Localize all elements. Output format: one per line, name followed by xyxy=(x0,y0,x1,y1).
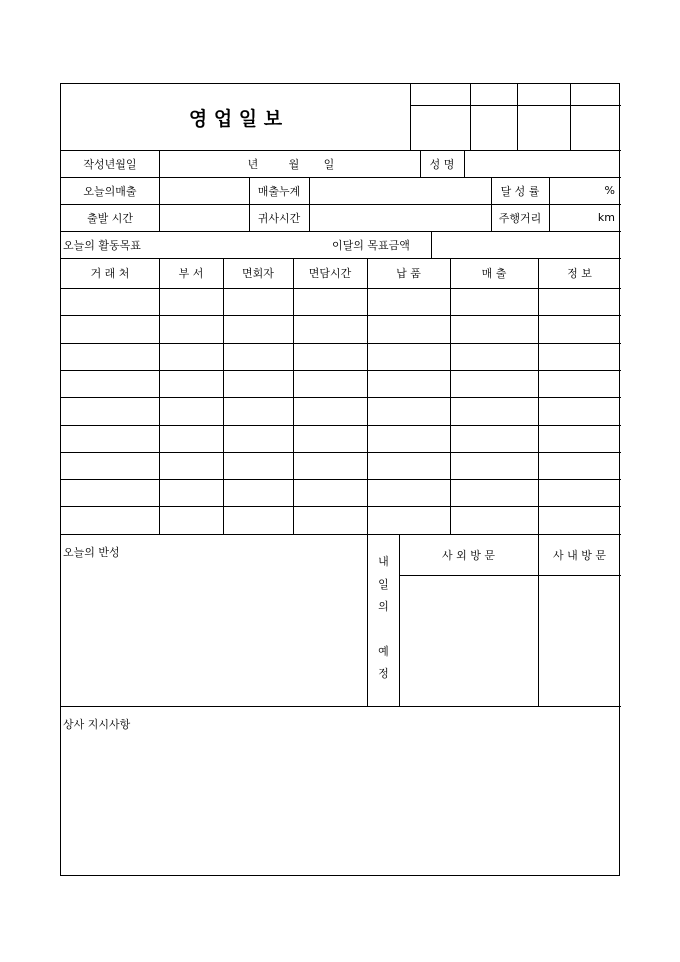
today-sales-label: 오늘의매출 xyxy=(83,184,137,198)
table-cell-interviewee[interactable] xyxy=(223,343,293,370)
table-cell-sales[interactable] xyxy=(450,425,538,452)
departure-time-field[interactable] xyxy=(160,204,249,231)
table-cell-department[interactable] xyxy=(159,315,223,342)
col-header-interviewee: 면회자 xyxy=(242,267,274,280)
table-cell-delivery[interactable] xyxy=(367,370,450,397)
percent-unit: % xyxy=(604,184,615,197)
cumulative-sales-field[interactable] xyxy=(310,177,491,204)
table-cell-department[interactable] xyxy=(159,397,223,424)
achievement-rate-label: 달 성 률 xyxy=(500,184,540,198)
table-cell-delivery[interactable] xyxy=(367,315,450,342)
inside-visit-label: 사 내 방 문 xyxy=(553,548,606,562)
table-cell-meeting-time[interactable] xyxy=(293,452,367,479)
table-cell-client[interactable] xyxy=(61,479,159,506)
table-cell-delivery[interactable] xyxy=(367,425,450,452)
outside-visit-label: 사 외 방 문 xyxy=(442,548,495,562)
cumulative-sales-label: 매출누계 xyxy=(257,184,301,198)
table-cell-sales[interactable] xyxy=(450,452,538,479)
table-cell-meeting-time[interactable] xyxy=(293,425,367,452)
table-cell-interviewee[interactable] xyxy=(223,288,293,315)
table-cell-client[interactable] xyxy=(61,425,159,452)
year-label: 년 xyxy=(247,157,259,171)
table-cell-meeting-time[interactable] xyxy=(293,506,367,533)
col-header-client: 거 래 처 xyxy=(90,267,130,280)
table-cell-interviewee[interactable] xyxy=(223,425,293,452)
table-cell-info[interactable] xyxy=(538,288,621,315)
table-cell-department[interactable] xyxy=(159,479,223,506)
table-cell-client[interactable] xyxy=(61,315,159,342)
date-label: 작성년월일 xyxy=(83,157,137,171)
table-cell-meeting-time[interactable] xyxy=(293,370,367,397)
tomorrow-char-1: 내 xyxy=(378,555,389,568)
table-cell-sales[interactable] xyxy=(450,479,538,506)
table-cell-department[interactable] xyxy=(159,425,223,452)
tomorrow-char-6: 정 xyxy=(378,667,389,680)
col-header-delivery: 납 품 xyxy=(396,267,421,280)
table-cell-department[interactable] xyxy=(159,452,223,479)
name-field[interactable] xyxy=(465,150,621,177)
table-cell-delivery[interactable] xyxy=(367,288,450,315)
table-cell-sales[interactable] xyxy=(450,343,538,370)
outside-visit-field[interactable] xyxy=(400,576,538,706)
approval-box-3[interactable] xyxy=(518,106,570,150)
table-cell-delivery[interactable] xyxy=(367,452,450,479)
table-cell-meeting-time[interactable] xyxy=(293,288,367,315)
return-time-field[interactable] xyxy=(310,204,491,231)
table-cell-meeting-time[interactable] xyxy=(293,343,367,370)
table-cell-sales[interactable] xyxy=(450,288,538,315)
return-time-label: 귀사시간 xyxy=(257,211,301,225)
table-cell-sales[interactable] xyxy=(450,397,538,424)
form-title: 영 업 일 보 xyxy=(188,107,283,130)
table-cell-department[interactable] xyxy=(159,506,223,533)
table-cell-info[interactable] xyxy=(538,425,621,452)
monthly-target-label: 이달의 목표금액 xyxy=(332,238,410,252)
today-reflection-label: 오늘의 반성 xyxy=(63,546,120,559)
table-cell-meeting-time[interactable] xyxy=(293,397,367,424)
supervisor-instructions-label: 상사 지시사항 xyxy=(63,718,131,731)
table-cell-info[interactable] xyxy=(538,479,621,506)
table-cell-sales[interactable] xyxy=(450,315,538,342)
table-cell-client[interactable] xyxy=(61,370,159,397)
approval-box-1[interactable] xyxy=(411,106,470,150)
inside-visit-field[interactable] xyxy=(539,576,621,706)
table-cell-department[interactable] xyxy=(159,370,223,397)
table-cell-delivery[interactable] xyxy=(367,479,450,506)
col-header-department: 부 서 xyxy=(178,267,204,280)
table-cell-delivery[interactable] xyxy=(367,506,450,533)
tomorrow-char-2: 일 xyxy=(378,577,389,591)
table-cell-interviewee[interactable] xyxy=(223,370,293,397)
table-cell-client[interactable] xyxy=(61,452,159,479)
km-unit: km xyxy=(597,211,615,224)
table-cell-meeting-time[interactable] xyxy=(293,479,367,506)
table-cell-info[interactable] xyxy=(538,370,621,397)
table-cell-sales[interactable] xyxy=(450,370,538,397)
table-cell-client[interactable] xyxy=(61,288,159,315)
tomorrow-plan-label xyxy=(368,551,399,701)
table-cell-delivery[interactable] xyxy=(367,343,450,370)
table-cell-client[interactable] xyxy=(61,506,159,533)
col-header-meeting-time: 면담시간 xyxy=(308,267,352,280)
tomorrow-char-3: 의 xyxy=(378,600,389,613)
table-cell-interviewee[interactable] xyxy=(223,315,293,342)
table-cell-info[interactable] xyxy=(538,506,621,533)
approval-box-4[interactable] xyxy=(571,106,621,150)
table-cell-client[interactable] xyxy=(61,397,159,424)
monthly-target-field[interactable] xyxy=(432,231,621,258)
table-cell-interviewee[interactable] xyxy=(223,506,293,533)
approval-box-2[interactable] xyxy=(471,106,517,150)
table-cell-interviewee[interactable] xyxy=(223,452,293,479)
name-label: 성 명 xyxy=(429,157,455,171)
table-cell-department[interactable] xyxy=(159,343,223,370)
table-cell-meeting-time[interactable] xyxy=(293,315,367,342)
table-cell-client[interactable] xyxy=(61,343,159,370)
table-cell-interviewee[interactable] xyxy=(223,397,293,424)
table-cell-info[interactable] xyxy=(538,452,621,479)
table-cell-info[interactable] xyxy=(538,343,621,370)
departure-time-label: 출발 시간 xyxy=(86,211,133,225)
table-cell-sales[interactable] xyxy=(450,506,538,533)
table-cell-info[interactable] xyxy=(538,397,621,424)
tomorrow-char-5: 예 xyxy=(378,644,389,658)
table-cell-interviewee[interactable] xyxy=(223,479,293,506)
month-label: 월 xyxy=(288,157,300,171)
day-label: 일 xyxy=(323,157,335,171)
today-goal-field[interactable] xyxy=(171,231,311,258)
today-goal-label: 오늘의 활동목표 xyxy=(63,238,141,252)
col-header-sales: 매 출 xyxy=(481,267,507,280)
col-header-info: 정 보 xyxy=(567,267,592,280)
sales-daily-report-form xyxy=(60,83,620,876)
table-cell-info[interactable] xyxy=(538,315,621,342)
today-sales-field[interactable] xyxy=(160,177,249,204)
mileage-label: 주행거리 xyxy=(498,211,542,225)
table-cell-department[interactable] xyxy=(159,288,223,315)
table-cell-delivery[interactable] xyxy=(367,397,450,424)
